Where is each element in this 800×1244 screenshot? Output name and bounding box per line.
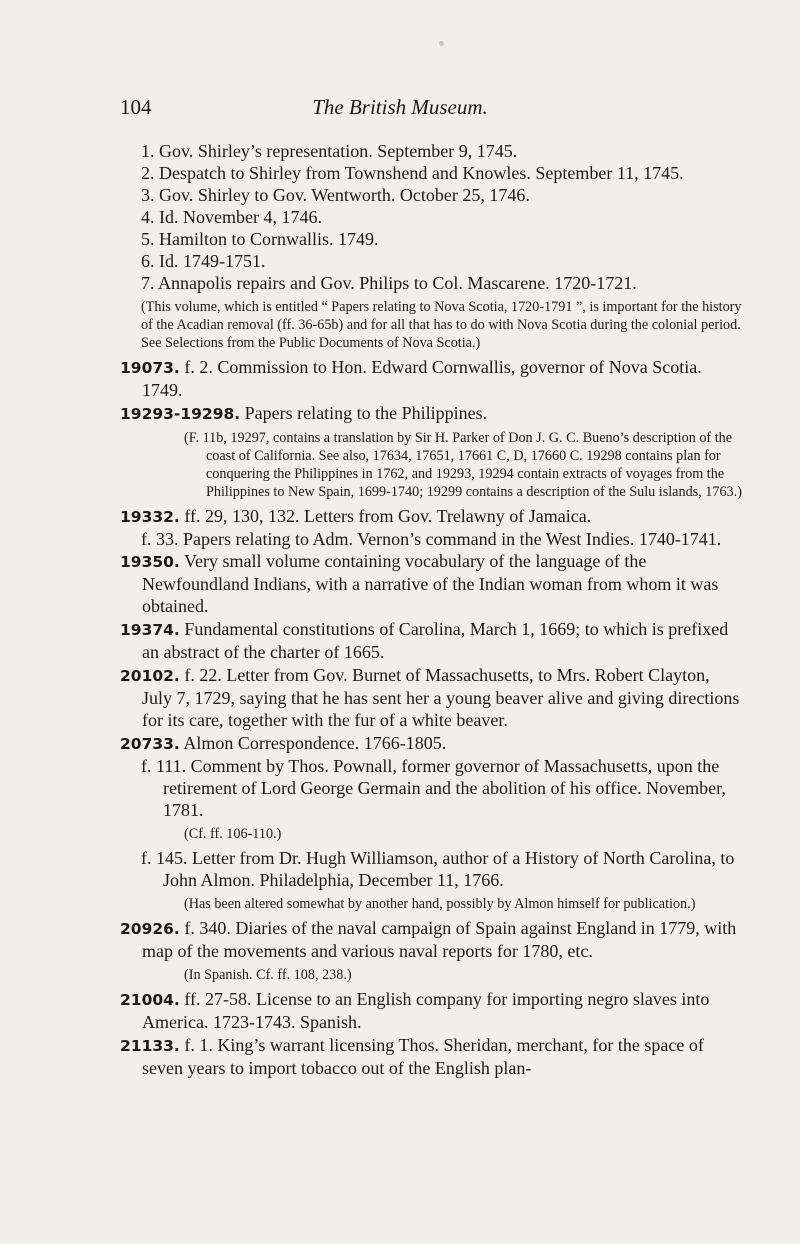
page-number: 104	[120, 95, 152, 119]
entry-text: f. 340. Diaries of the naval campaign of Spain against England in 1779, with map of the movements and various naval reports for 1780, etc.	[142, 918, 737, 961]
catalogue-entry	[120, 988, 744, 1033]
page-body	[120, 140, 744, 1079]
catalogue-entry	[120, 505, 744, 528]
list-item: 2. Despatch to Shirley from Townshend and Knowles. September 11, 1745.	[141, 163, 684, 183]
entry-note: (In Spanish. Cf. ff. 108, 238.)	[184, 967, 352, 983]
catalogue-entry	[120, 732, 744, 755]
entry-number: 20102.	[120, 667, 180, 685]
entry-text: ff. 27-58. License to an English company for importing negro slaves into America. 1723-1743. Spanish.	[142, 989, 710, 1032]
list-item: 6. Id. 1749-1751.	[141, 251, 266, 271]
entry-text: f. 1. King’s warrant licensing Thos. Sheridan, merchant, for the space of seven years to import tobacco out of the English plan-	[142, 1035, 704, 1078]
entry-text: Papers relating to the Philippines.	[244, 403, 488, 423]
catalogue-entry	[120, 664, 744, 731]
entry-number: 20733.	[120, 735, 180, 753]
catalogue-entry	[120, 1034, 744, 1079]
catalogue-entry	[120, 917, 744, 962]
list-item: 3. Gov. Shirley to Gov. Wentworth. October 25, 1746.	[141, 185, 530, 205]
entry-note: (Cf. ff. 106-110.)	[184, 826, 282, 842]
entry-number: 19350.	[120, 553, 180, 571]
list-item: 4. Id. November 4, 1746.	[141, 207, 322, 227]
entry-text: ff. 29, 130, 132. Letters from Gov. Trelawny of Jamaica.	[184, 506, 592, 526]
entry-text: Fundamental constitutions of Carolina, March 1, 1669; to which is prefixed an abstract of the charter of 1665.	[142, 619, 729, 662]
entry-subitem: f. 111. Comment by Thos. Pownall, former governor of Massachusetts, upon the retirement of Lord George Germain and the abolition of his office. November, 1781.	[141, 756, 726, 820]
entry-number: 19073.	[120, 359, 180, 377]
list-item: 1. Gov. Shirley’s representation. September 9, 1745.	[141, 141, 518, 161]
entry-number: 19374.	[120, 621, 180, 639]
running-title: The British Museum.	[312, 95, 488, 119]
entry-text: f. 22. Letter from Gov. Burnet of Massachusetts, to Mrs. Robert Clayton, July 7, 1729, saying that he has sent her a young beaver alive and giving directions for its care, together with the fur of a white beaver.	[142, 665, 740, 730]
entry-subitem: f. 145. Letter from Dr. Hugh Williamson, author of a History of North Carolina, to John Almon. Philadelphia, December 11, 1766.	[141, 848, 735, 890]
entry-text: f. 2. Commission to Hon. Edward Cornwallis, governor of Nova Scotia. 1749.	[142, 357, 702, 400]
page-speck	[439, 41, 444, 46]
entry-number: 21133.	[120, 1037, 180, 1055]
entry-number: 20926.	[120, 920, 180, 938]
list-item: 7. Annapolis repairs and Gov. Philips to Col. Mascarene. 1720-1721.	[141, 273, 637, 293]
list-item: 5. Hamilton to Cornwallis. 1749.	[141, 229, 379, 249]
catalogue-entry	[120, 618, 744, 663]
entry-number: 19293-19298.	[120, 405, 241, 423]
page-header	[0, 95, 800, 125]
catalogue-entry	[120, 550, 744, 617]
catalogue-entry	[120, 402, 744, 425]
entry-text: Almon Correspondence. 1766-1805.	[183, 733, 447, 753]
entry-number: 19332.	[120, 508, 180, 526]
catalogue-entry	[120, 356, 744, 401]
entry-note: (F. 11b, 19297, contains a translation by Sir H. Parker of Don J. G. C. Bueno’s description of the coast of California. See also, 17634, 17651, 17661 C, D, 17660 C. 19298 contains plan for conquering the Philippines in 1762, and 19293, 19294 contain extracts of voyages from the Philippines to New Spain, 1699-1740; 19299 contains a description of the Sulu islands, 1763.)	[184, 430, 742, 500]
entry-note: (Has been altered somewhat by another hand, possibly by Almon himself for publication.)	[184, 896, 696, 912]
intro-note: (This volume, which is entitled “ Papers relating to Nova Scotia, 1720-1791 ”, is important for the history of the Acadian removal (ff. 36-65b) and for all that has to do with Nova Scotia during the colonial period. See Selections from the Public Documents of Nova Scotia.)	[141, 299, 742, 351]
entry-subitem: f. 33. Papers relating to Adm. Vernon’s command in the West Indies. 1740-1741.	[141, 529, 722, 549]
entry-text: Very small volume containing vocabulary of the language of the Newfoundland Indians, with a narrative of the Indian woman from whom it was obtained.	[142, 551, 719, 616]
entry-number: 21004.	[120, 991, 180, 1009]
